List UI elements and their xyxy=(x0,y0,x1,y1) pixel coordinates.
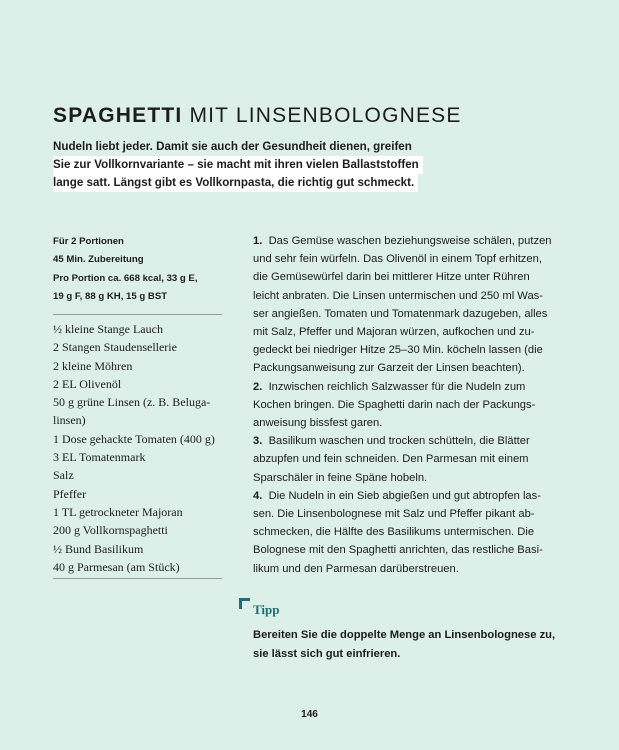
recipe-title-rest: MIT LINSENBOLOGNESE xyxy=(182,104,462,127)
intro-text xyxy=(53,138,419,192)
recipe-meta xyxy=(53,233,198,306)
step-text: Die Nudeln in ein Sieb abgießen und gut abtropfen las- xyxy=(268,489,541,502)
step-text: Kochen bringen. Die Spaghetti darin nach der Packungs- xyxy=(253,398,536,411)
step-line xyxy=(253,359,563,377)
step-text: die Gemüsewürfel darin bei mittlerer Hitze unter Rühren xyxy=(253,271,530,284)
instruction-steps xyxy=(253,232,563,578)
step-text: Bolognese mit den Spaghetti anrichten, das restliche Basi- xyxy=(253,544,543,557)
recipe-title xyxy=(53,104,462,128)
step-line xyxy=(253,541,563,559)
ingredient-item: 1 TL getrockneter Majoran xyxy=(53,504,183,519)
step-line xyxy=(253,232,563,250)
intro-line: lange satt. Längst gibt es Vollkornpasta, die richtig gut schmeckt. xyxy=(53,174,418,192)
ingredient-item: linsen) xyxy=(53,413,86,428)
step-line xyxy=(253,469,563,487)
tip-heading: Tipp xyxy=(253,602,280,617)
ingredient-item: Pfeffer xyxy=(53,486,87,501)
ingredient-item: Salz xyxy=(53,468,74,483)
step-number: 1. xyxy=(253,235,263,247)
ingredient-item: 2 Stangen Staudensellerie xyxy=(53,340,177,355)
step-number: 3. xyxy=(253,435,263,448)
nutrition-line: 19 g F, 88 g KH, 15 g BST xyxy=(53,290,168,302)
step-text: abzupfen und fein schneiden. Den Parmesan mit einem xyxy=(253,453,529,466)
step-text: gedeckt bei niedriger Hitze 25–30 Min. köcheln lassen (die xyxy=(253,344,543,357)
step-line xyxy=(253,378,563,396)
ingredient-item: 2 EL Olivenöl xyxy=(53,376,122,391)
step-line xyxy=(253,305,563,323)
step-line xyxy=(253,414,563,432)
ingredient-item: 1 Dose gehackte Tomaten (400 g) xyxy=(53,431,215,446)
ingredient-item: 200 g Vollkornspaghetti xyxy=(53,523,168,538)
intro-line: Sie zur Vollkornvariante – sie macht mit ihren vielen Ballaststoffen xyxy=(53,156,423,174)
step-text: Packungsanweisung zur Garzeit der Linsen beachten). xyxy=(253,362,525,375)
divider-top xyxy=(53,314,222,315)
step-line xyxy=(253,450,563,468)
tip-text xyxy=(253,626,573,664)
ingredient-item: ½ kleine Stange Lauch xyxy=(53,322,163,336)
tip-line: Bereiten Sie die doppelte Menge an Linsenbolognese zu, xyxy=(253,629,556,641)
servings: Für 2 Portionen xyxy=(53,236,124,247)
tip-corner-icon xyxy=(239,598,250,609)
step-line xyxy=(253,487,563,505)
ingredient-list xyxy=(53,320,228,576)
step-line xyxy=(253,287,563,305)
step-line xyxy=(253,560,563,578)
ingredient-item: 3 EL Tomatenmark xyxy=(53,450,146,465)
step-line xyxy=(253,396,563,414)
step-text: mit Salz, Pfeffer und Majoran würzen, aufkochen und zu- xyxy=(253,326,535,339)
intro-line: Nudeln liebt jeder. Damit sie auch der Gesundheit dienen, greifen xyxy=(53,138,413,156)
step-text: Inzwischen reichlich Salzwasser für die Nudeln zum xyxy=(268,380,526,393)
step-line xyxy=(253,432,563,450)
tip-line: sie lässt sich gut einfrieren. xyxy=(253,648,401,660)
step-text: leicht anbraten. Die Linsen untermischen und 250 ml Was- xyxy=(253,289,543,302)
step-text: sen. Die Linsenbolognese mit Salz und Pfeffer pikant ab- xyxy=(253,508,535,521)
step-text: likum und den Parmesan darüberstreuen. xyxy=(253,562,459,575)
step-line xyxy=(253,505,563,523)
step-number: 2. xyxy=(253,380,263,393)
step-line xyxy=(253,523,563,541)
step-line xyxy=(253,250,563,268)
step-text: und sehr fein würfeln. Das Olivenöl in einem Topf erhitzen, xyxy=(253,253,542,266)
step-line xyxy=(253,268,563,286)
step-text: Basilikum waschen und trocken schütteln, die Blätter xyxy=(268,435,530,448)
ingredient-item: 2 kleine Möhren xyxy=(53,358,133,373)
step-number: 4. xyxy=(253,489,263,502)
step-text: schmecken, die Hälfte des Basilikums untermischen. Die xyxy=(253,526,535,539)
step-text: anweisung bissfest garen. xyxy=(253,417,383,430)
prep-time: 45 Min. Zubereitung xyxy=(53,254,144,266)
ingredient-item: ½ Bund Basilikum xyxy=(53,541,144,556)
page-number: 146 xyxy=(301,709,318,720)
step-text: Das Gemüse waschen beziehungsweise schälen, putzen xyxy=(268,235,552,247)
step-line xyxy=(253,341,563,359)
step-text: ser angießen. Tomaten und Tomatenmark dazugeben, alles xyxy=(253,307,548,320)
ingredient-item: 50 g grüne Linsen (z. B. Beluga- xyxy=(53,395,211,410)
step-text: Sparschäler in feine Späne hobeln. xyxy=(253,471,428,484)
divider-bottom xyxy=(53,578,222,579)
recipe-title-bold: SPAGHETTI xyxy=(53,104,183,127)
step-line xyxy=(253,323,563,341)
nutrition-line: Pro Portion ca. 668 kcal, 33 g E, xyxy=(53,272,198,284)
ingredient-item: 40 g Parmesan (am Stück) xyxy=(53,559,180,574)
